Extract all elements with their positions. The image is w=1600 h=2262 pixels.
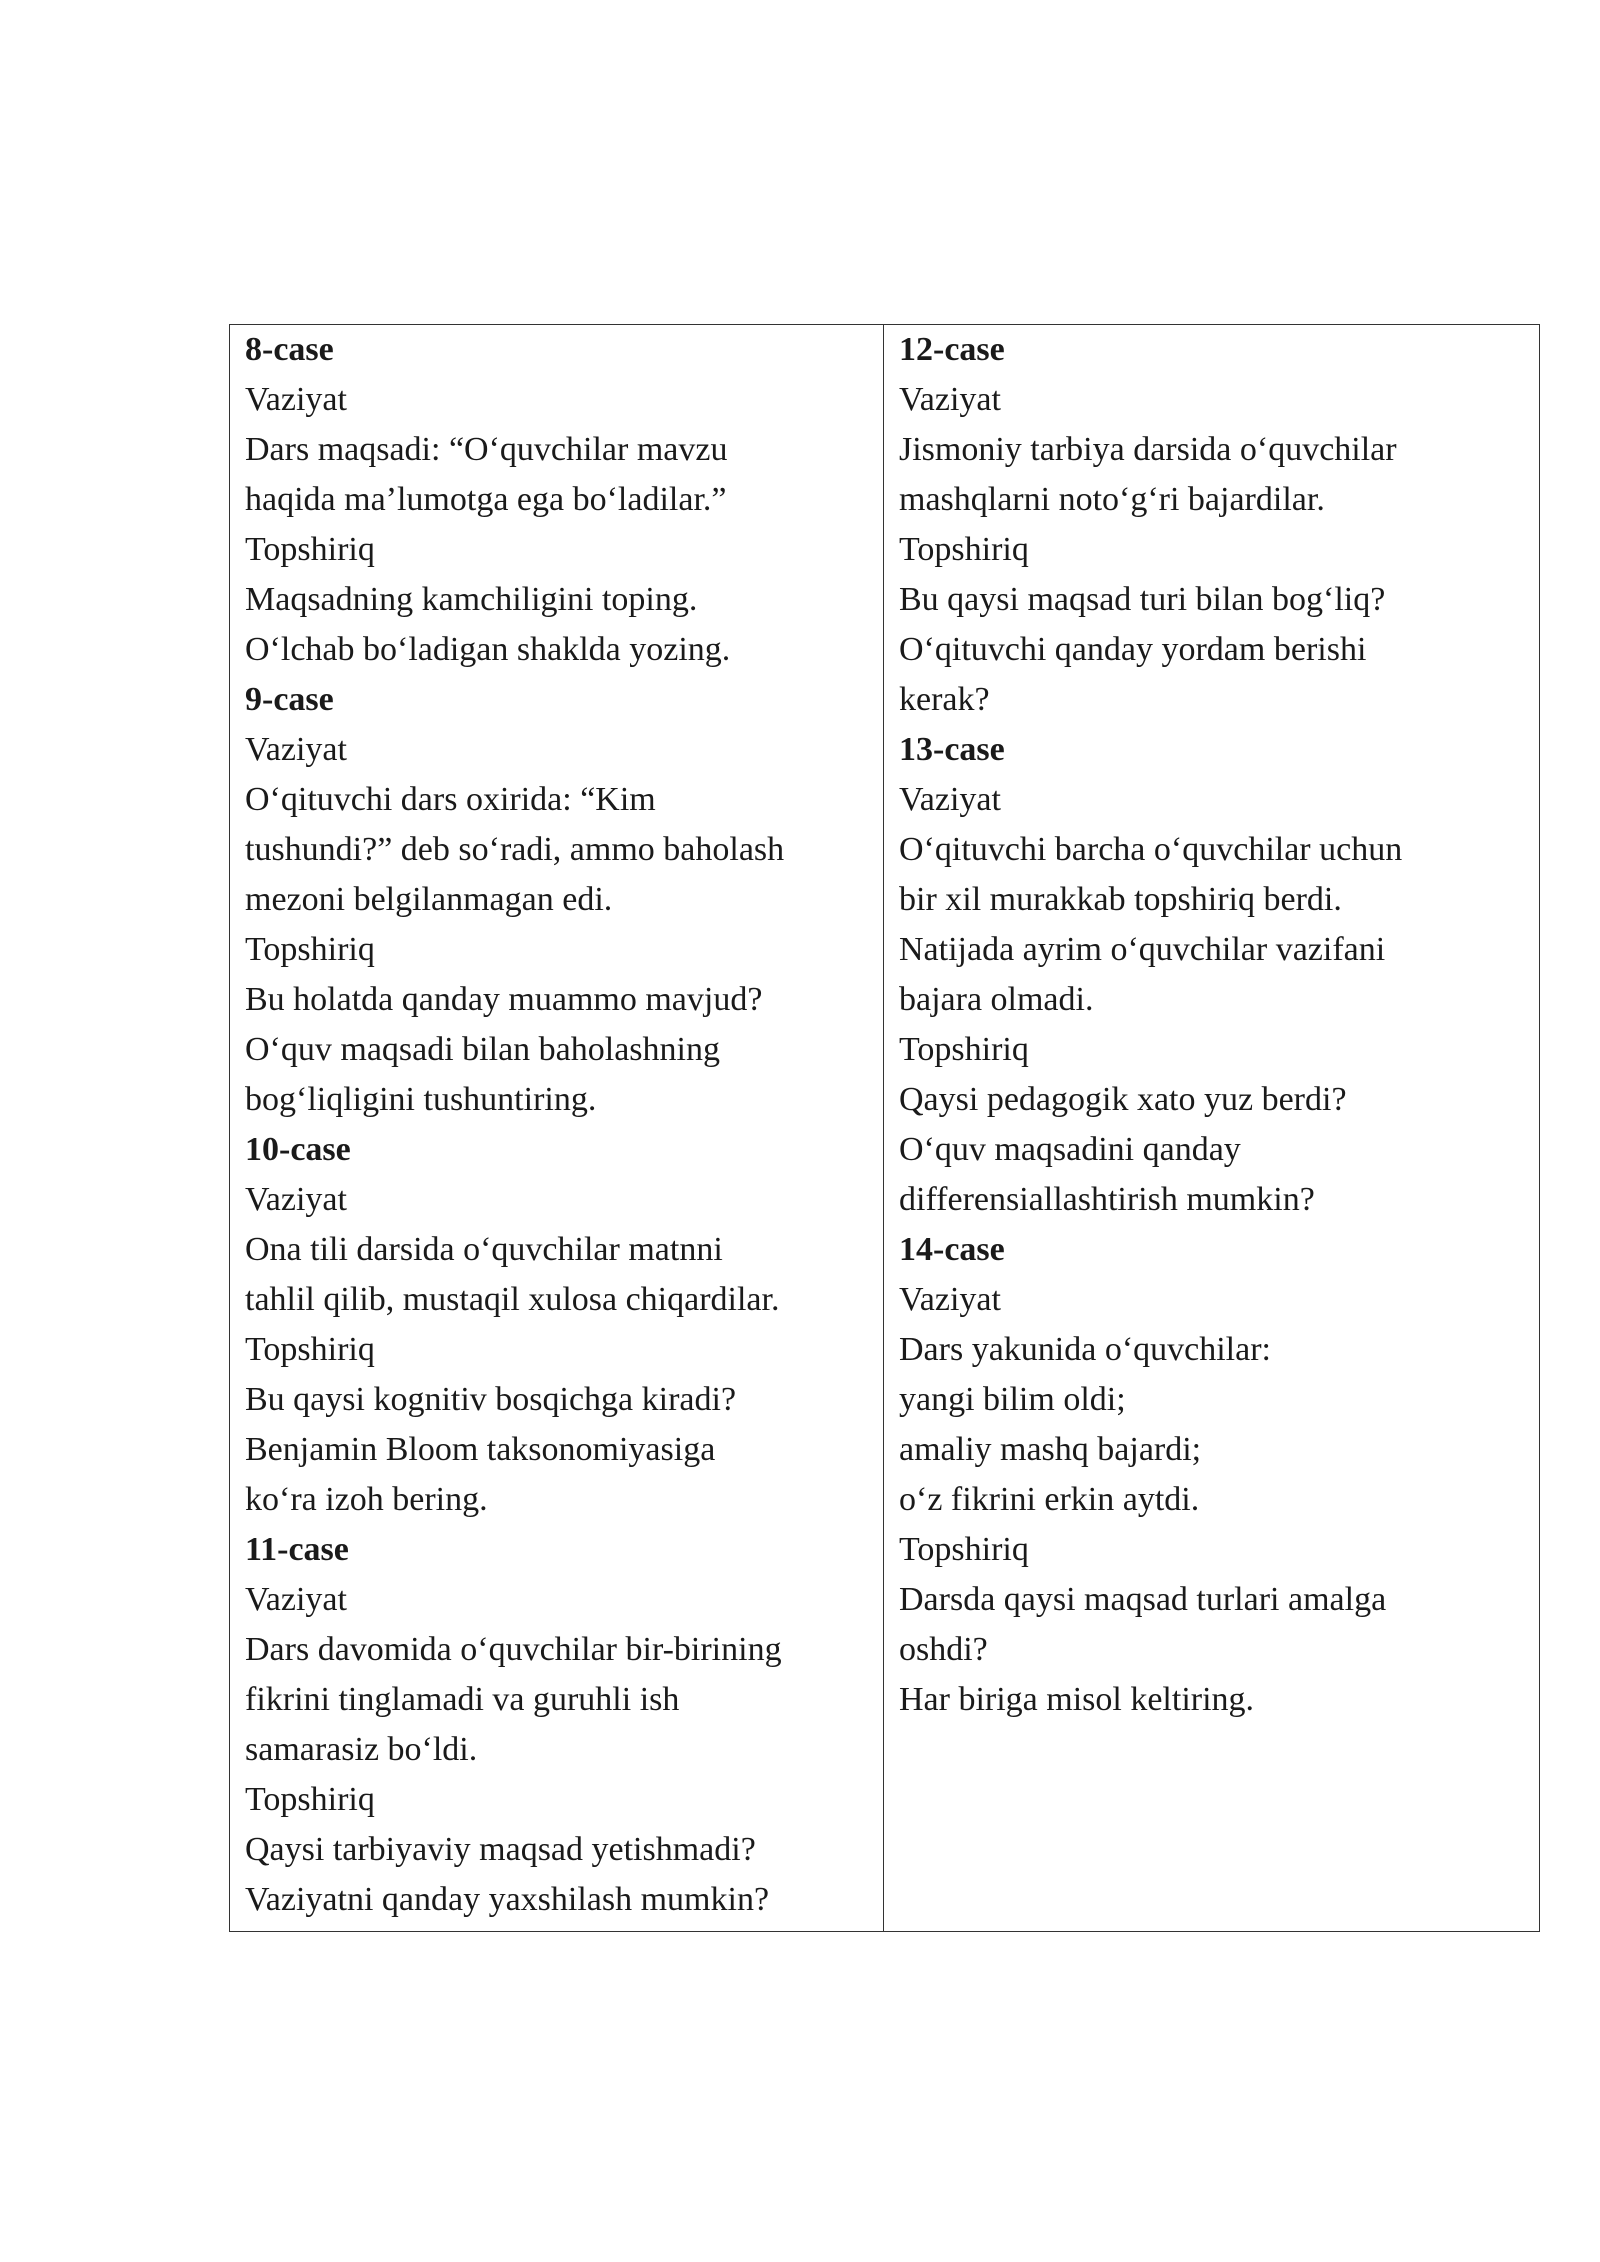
table-row (230, 325, 1540, 1932)
case-12 (899, 325, 1531, 725)
case-13 (899, 725, 1531, 1225)
case-text-line: ko‘ra izoh bering. (245, 1481, 488, 1518)
case-text-line: yangi bilim oldi; (899, 1381, 1126, 1418)
case-text-line: Vaziyat (245, 381, 347, 418)
case-11 (245, 1525, 875, 1925)
case-text-line: Vaziyat (245, 1181, 347, 1218)
case-8 (245, 325, 875, 675)
case-text-line: Topshiriq (245, 1331, 375, 1368)
right-column-cell (884, 325, 1540, 1932)
case-text-line: Topshiriq (245, 931, 375, 968)
case-9 (245, 675, 875, 1125)
case-title: 13-case (899, 731, 1005, 768)
case-10 (245, 1125, 875, 1525)
case-text-line: bog‘liqligini tushuntiring. (245, 1081, 597, 1118)
case-text-line: fikrini tinglamadi va guruhli ish (245, 1681, 680, 1718)
case-text-line: Dars davomida o‘quvchilar bir-birining (245, 1631, 782, 1668)
case-text-line: Natijada ayrim o‘quvchilar vazifani (899, 931, 1386, 968)
case-text-line: amaliy mashq bajardi; (899, 1431, 1202, 1468)
case-text-line: Topshiriq (245, 1781, 375, 1818)
case-text-line: bajara olmadi. (899, 981, 1094, 1018)
case-text-line: Maqsadning kamchiligini toping. (245, 581, 698, 618)
case-text-line: Jismoniy tarbiya darsida o‘quvchilar (899, 431, 1397, 468)
case-text-line: O‘qituvchi barcha o‘quvchilar uchun (899, 831, 1403, 868)
case-text-line: mashqlarni noto‘g‘ri bajardilar. (899, 481, 1325, 518)
left-column-cell (230, 325, 884, 1932)
case-text-line: O‘quv maqsadini qanday (899, 1131, 1241, 1168)
case-text-line: Vaziyat (245, 1581, 347, 1618)
case-text-line: O‘lchab bo‘ladigan shaklda yozing. (245, 631, 731, 668)
case-text-line: Dars yakunida o‘quvchilar: (899, 1331, 1271, 1368)
case-text-line: O‘quv maqsadi bilan baholashning (245, 1031, 720, 1068)
case-text-line: Ona tili darsida o‘quvchilar matnni (245, 1231, 723, 1268)
case-title: 11-case (245, 1531, 349, 1568)
case-text-line: Qaysi pedagogik xato yuz berdi? (899, 1081, 1347, 1118)
case-text-line: Vaziyat (899, 781, 1001, 818)
case-text-line: Topshiriq (899, 1531, 1029, 1568)
case-table (229, 324, 1540, 1932)
case-text-line: Bu qaysi maqsad turi bilan bog‘liq? (899, 581, 1386, 618)
case-text-line: Vaziyat (899, 1281, 1001, 1318)
case-text-line: haqida ma’lumotga ega bo‘ladilar.” (245, 481, 727, 518)
case-text-line: Topshiriq (899, 531, 1029, 568)
case-text-line: differensiallashtirish mumkin? (899, 1181, 1315, 1218)
case-text-line: Bu qaysi kognitiv bosqichga kiradi? (245, 1381, 737, 1418)
case-text-line: Dars maqsadi: “O‘quvchilar mavzu (245, 431, 728, 468)
case-text-line: Darsda qaysi maqsad turlari amalga (899, 1581, 1387, 1618)
case-text-line: o‘z fikrini erkin aytdi. (899, 1481, 1200, 1518)
case-text-line: samarasiz bo‘ldi. (245, 1731, 478, 1768)
case-text-line: Har biriga misol keltiring. (899, 1681, 1255, 1718)
case-text-line: Topshiriq (245, 531, 375, 568)
case-title: 14-case (899, 1231, 1005, 1268)
case-text-line: oshdi? (899, 1631, 988, 1668)
case-text-line: Benjamin Bloom taksonomiyasiga (245, 1431, 716, 1468)
case-14 (899, 1225, 1531, 1725)
case-text-line: O‘qituvchi qanday yordam berishi (899, 631, 1367, 668)
case-title: 12-case (899, 331, 1005, 368)
case-text-line: Qaysi tarbiyaviy maqsad yetishmadi? (245, 1831, 756, 1868)
case-text-line: kerak? (899, 681, 990, 718)
case-text-line: mezoni belgilanmagan edi. (245, 881, 613, 918)
case-title: 8-case (245, 331, 334, 368)
case-text-line: O‘qituvchi dars oxirida: “Kim (245, 781, 656, 818)
case-text-line: Vaziyat (245, 731, 347, 768)
case-title: 9-case (245, 681, 334, 718)
case-text-line: Bu holatda qanday muammo mavjud? (245, 981, 763, 1018)
case-text-line: Vaziyat (899, 381, 1001, 418)
case-text-line: Topshiriq (899, 1031, 1029, 1068)
case-text-line: tushundi?” deb so‘radi, ammo baholash (245, 831, 785, 868)
case-text-line: tahlil qilib, mustaqil xulosa chiqardilar. (245, 1281, 780, 1318)
case-text-line: bir xil murakkab topshiriq berdi. (899, 881, 1342, 918)
case-title: 10-case (245, 1131, 351, 1168)
case-text-line: Vaziyatni qanday yaxshilash mumkin? (245, 1881, 770, 1918)
